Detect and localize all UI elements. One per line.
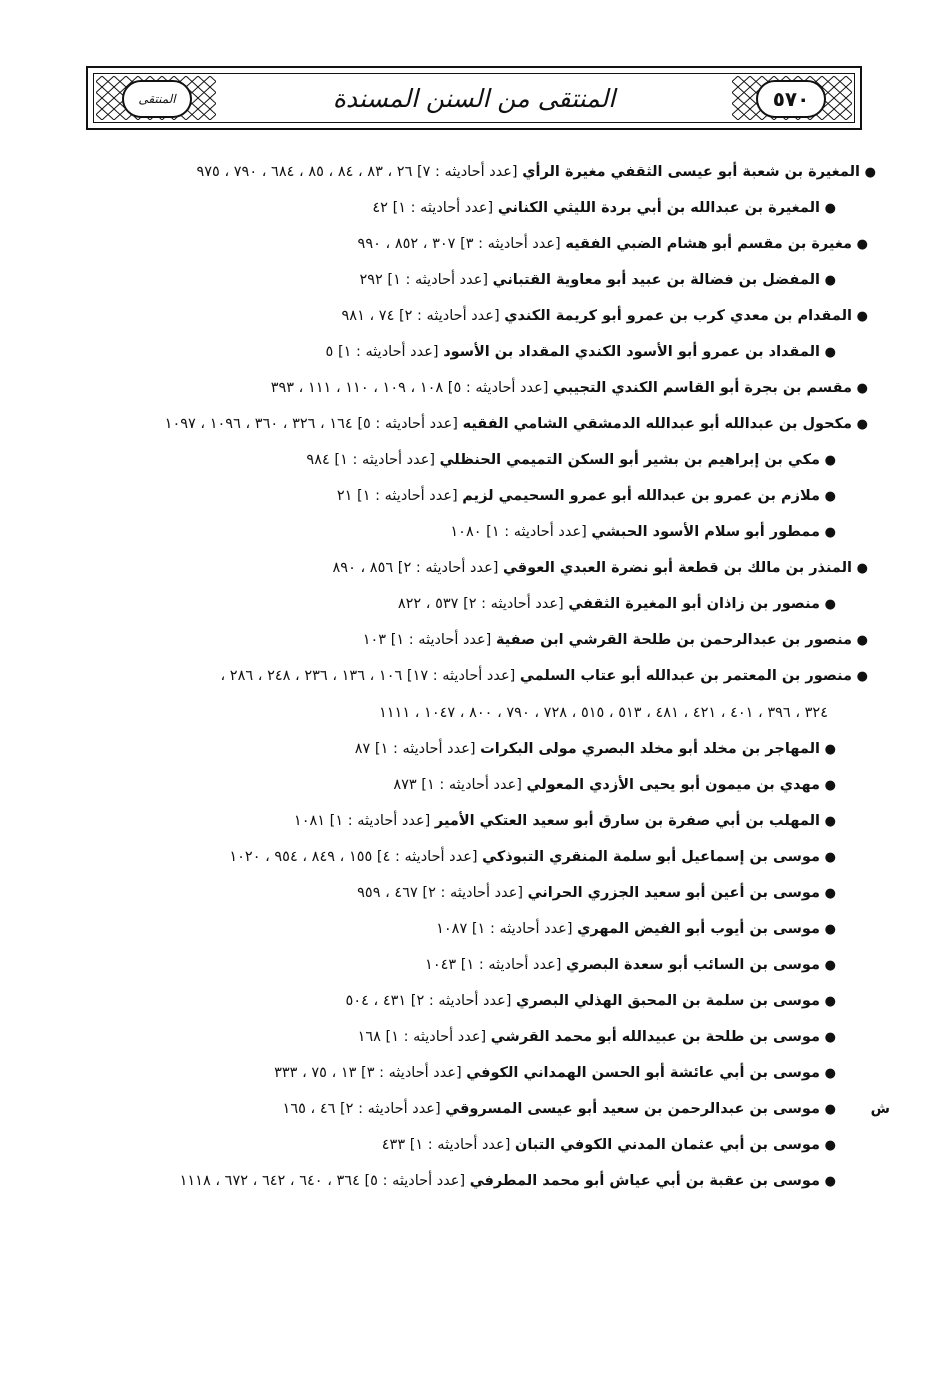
narrator-name: منصور بن زاذان أبو المغيرة الثقفي: [568, 596, 820, 612]
list-item: [96, 875, 876, 911]
hadith-count-and-numbers: [عدد أحاديثه : ١] ٥: [325, 344, 444, 360]
narrator-name: موسى بن أيوب أبو الفيض المهري: [577, 921, 820, 937]
narrator-name: المنذر بن مالك بن قطعة أبو نضرة العبدي العوقي: [503, 560, 852, 576]
hadith-count-and-numbers: [عدد أحاديثه : ٥] ٣٦٤ ، ٦٤٠ ، ٦٤٢ ، ٦٧٢ ، ١١١٨: [179, 1173, 470, 1189]
narrator-name: المهاجر بن مخلد أبو مخلد البصري مولى البكرات: [480, 741, 820, 757]
list-item: [96, 803, 876, 839]
narrator-name: موسى بن عبدالرحمن بن سعيد أبو عيسى المسروقي: [445, 1101, 820, 1117]
narrator-name: موسى بن أعين أبو سعيد الجزري الحراني: [527, 885, 820, 901]
bullet-icon: ●: [856, 237, 868, 252]
hadith-count-and-numbers: [عدد أحاديثه : ١] ٨٧: [354, 741, 481, 757]
bullet-icon: ●: [864, 165, 876, 180]
hadith-count-and-numbers: [عدد أحاديثه : ١] ١٦٨: [357, 1029, 491, 1045]
narrator-name: موسى بن طلحة بن عبيدالله أبو محمد القرشي: [490, 1029, 820, 1045]
narrator-name: المهلب بن أبي صفرة بن سارق أبو سعيد العتكي الأمير: [434, 813, 820, 829]
hadith-numbers-continuation: ٣٢٤ ، ٣٩٦ ، ٤٠١ ، ٤٢١ ، ٤٨١ ، ٥١٣ ، ٥١٥ ، ٧٢٨ ، ٧٩٠ ، ٨٠٠ ، ١٠٤٧ ، ١١١١: [378, 705, 828, 721]
bullet-icon: ●: [824, 1102, 836, 1117]
bullet-icon: ●: [824, 778, 836, 793]
page-title: المنتقى من السنن المسندة: [332, 83, 616, 113]
narrator-name: مكحول بن عبدالله أبو عبدالله الدمشقي الشامي الفقيه: [462, 416, 852, 432]
bullet-icon: ●: [856, 309, 868, 324]
narrator-name: ملازم بن عمرو بن عبدالله أبو عمرو السحيمي لزيم: [462, 488, 820, 504]
narrator-name: موسى بن إسماعيل أبو سلمة المنقري التبوذكي: [482, 849, 820, 865]
list-item: [96, 514, 876, 550]
hadith-count-and-numbers: [عدد أحاديثه : ٧] ٢٦ ، ٨٣ ، ٨٤ ، ٨٥ ، ٦٨٤ ، ٧٩٠ ، ٩٧٥: [196, 164, 523, 180]
hadith-count-and-numbers: [عدد أحاديثه : ١] ١٠٣: [362, 632, 496, 648]
list-item: [96, 406, 876, 442]
list-item: [96, 1019, 876, 1055]
hadith-count-and-numbers: [عدد أحاديثه : ٥] ١٦٤ ، ٣٢٦ ، ٣٦٠ ، ١٠٩٦ ، ١٠٩٧: [164, 416, 463, 432]
hadith-count-and-numbers: [عدد أحاديثه : ١] ٤٣٣: [381, 1137, 515, 1153]
bullet-icon: ●: [824, 886, 836, 901]
logo-badge: [122, 80, 192, 118]
bullet-icon: ●: [824, 201, 836, 216]
list-item: [96, 262, 876, 298]
bullet-icon: ●: [856, 561, 868, 576]
hadith-count-and-numbers: [عدد أحاديثه : ٣] ٣٠٧ ، ٨٥٢ ، ٩٩٠: [357, 236, 566, 252]
list-item: [96, 1055, 876, 1091]
bullet-icon: ●: [824, 453, 836, 468]
list-item: [96, 983, 876, 1019]
narrator-name: موسى بن السائب أبو سعدة البصري: [566, 957, 820, 973]
bullet-icon: ●: [824, 525, 836, 540]
narrator-name: المفضل بن فضالة بن عبيد أبو معاوية القتباني: [492, 272, 820, 288]
list-item: [96, 658, 876, 731]
narrator-name: موسى بن سلمة بن المحبق الهذلي البصري: [516, 993, 820, 1009]
narrator-name: المغيرة بن شعبة أبو عيسى الثقفي مغيرة الرأي: [522, 164, 860, 180]
bullet-icon: ●: [824, 489, 836, 504]
bullet-icon: ●: [824, 1030, 836, 1045]
list-item: [96, 154, 876, 190]
bullet-icon: ●: [824, 273, 836, 288]
bullet-icon: ●: [856, 417, 868, 432]
bullet-icon: ●: [824, 814, 836, 829]
narrator-name: موسى بن أبي عائشة أبو الحسن الهمداني الكوفي: [466, 1065, 820, 1081]
hadith-count-and-numbers: [عدد أحاديثه : ١] ١٠٤٣: [425, 957, 567, 973]
narrator-name: منصور بن المعتمر بن عبدالله أبو عتاب السلمي: [519, 668, 852, 684]
narrator-name: موسى بن أبي عثمان المدني الكوفي التبان: [514, 1137, 820, 1153]
hadith-count-and-numbers: [عدد أحاديثه : ٣] ١٣ ، ٧٥ ، ٣٣٣: [274, 1065, 467, 1081]
list-item: [96, 1163, 876, 1199]
bullet-icon: ●: [824, 922, 836, 937]
narrator-name: مكي بن إبراهيم بن بشير أبو السكن التميمي الحنظلي: [439, 452, 820, 468]
hadith-count-and-numbers: [عدد أحاديثه : ١] ٤٢: [372, 200, 498, 216]
bullet-icon: ●: [824, 1066, 836, 1081]
narrator-name: مغيرة بن مقسم أبو هشام الضبي الفقيه: [565, 236, 852, 252]
hadith-count-and-numbers: [عدد أحاديثه : ٥] ١٠٨ ، ١٠٩ ، ١١٠ ، ١١١ ، ٣٩٣: [270, 380, 554, 396]
hadith-count-and-numbers: [عدد أحاديثه : ١] ١٠٨٧: [436, 921, 578, 937]
hadith-count-and-numbers: [عدد أحاديثه : ٤] ١٥٥ ، ٨٤٩ ، ٩٥٤ ، ١٠٢٠: [229, 849, 483, 865]
narrator-name: المقداد بن عمرو أبو الأسود الكندي المقداد بن الأسود: [443, 344, 820, 360]
hadith-count-and-numbers: [عدد أحاديثه : ١] ١٠٨١: [293, 813, 435, 829]
list-item: [96, 226, 876, 262]
list-item: [96, 370, 876, 406]
list-item: [96, 478, 876, 514]
hadith-count-and-numbers: [عدد أحاديثه : ٢] ٤٣١ ، ٥٠٤: [345, 993, 517, 1009]
hadith-count-and-numbers: [عدد أحاديثه : ٢] ٥٣٧ ، ٨٢٢: [397, 596, 569, 612]
bullet-icon: ●: [824, 597, 836, 612]
bullet-icon: ●: [824, 742, 836, 757]
list-item: [96, 586, 876, 622]
hadith-count-and-numbers: [عدد أحاديثه : ٢] ٨٥٦ ، ٨٩٠: [332, 560, 504, 576]
entries-list: [96, 154, 890, 1199]
hadith-count-and-numbers: [عدد أحاديثه : ١٧] ١٠٦ ، ١٣٦ ، ٢٣٦ ، ٢٤٨ ، ٢٨٦ ،: [220, 668, 520, 684]
list-item: [96, 442, 876, 478]
narrator-name: موسى بن عقبة بن أبي عياش أبو محمد المطرفي: [469, 1173, 820, 1189]
list-item: [96, 1091, 890, 1127]
bullet-icon: ●: [824, 994, 836, 1009]
list-item: [96, 839, 876, 875]
hadith-count-and-numbers: [عدد أحاديثه : ١] ٨٧٣: [393, 777, 527, 793]
bullet-icon: ●: [856, 669, 868, 684]
margin-mark: ش: [870, 1101, 890, 1117]
bullet-icon: ●: [856, 381, 868, 396]
hadith-count-and-numbers: [عدد أحاديثه : ١] ١٠٨٠: [450, 524, 592, 540]
narrator-name: ممطور أبو سلام الأسود الحبشي: [591, 524, 820, 540]
narrator-name: مقسم بن بجرة أبو القاسم الكندي التجيبي: [553, 380, 852, 396]
hadith-count-and-numbers: [عدد أحاديثه : ٢] ٤٦ ، ١٦٥: [282, 1101, 446, 1117]
hadith-count-and-numbers: [عدد أحاديثه : ١] ٢٩٢: [359, 272, 493, 288]
list-item: [96, 911, 876, 947]
page-number-badge: [756, 80, 826, 118]
bullet-icon: ●: [824, 345, 836, 360]
hadith-count-and-numbers: [عدد أحاديثه : ٢] ٤٦٧ ، ٩٥٩: [357, 885, 528, 901]
logo-text: المنتقى: [138, 92, 176, 106]
bullet-icon: ●: [824, 1138, 836, 1153]
bullet-icon: ●: [856, 633, 868, 648]
list-item: [96, 767, 876, 803]
narrator-name: المقدام بن معدي كرب بن عمرو أبو كريمة الكندي: [504, 308, 852, 324]
list-item: [96, 550, 876, 586]
list-item: [96, 298, 876, 334]
hadith-count-and-numbers: [عدد أحاديثه : ١] ٢١: [336, 488, 463, 504]
list-item: [96, 190, 876, 226]
list-item: [96, 947, 876, 983]
list-item: [96, 1127, 876, 1163]
page-number: ٥٧٠: [772, 87, 810, 111]
list-item: [96, 731, 876, 767]
bullet-icon: ●: [824, 850, 836, 865]
hadith-count-and-numbers: [عدد أحاديثه : ١] ٩٨٤: [306, 452, 440, 468]
list-item: [96, 622, 876, 658]
narrator-name: المغيرة بن عبدالله بن أبي بردة الليثي الكناني: [497, 200, 820, 216]
bullet-icon: ●: [824, 1174, 836, 1189]
hadith-count-and-numbers: [عدد أحاديثه : ٢] ٧٤ ، ٩٨١: [341, 308, 505, 324]
bullet-icon: ●: [824, 958, 836, 973]
narrator-name: منصور بن عبدالرحمن بن طلحة القرشي ابن صفية: [495, 632, 852, 648]
narrator-name: مهدي بن ميمون أبو يحيى الأزدي المعولي: [526, 777, 820, 793]
list-item: [96, 334, 876, 370]
page-header: [86, 66, 862, 130]
